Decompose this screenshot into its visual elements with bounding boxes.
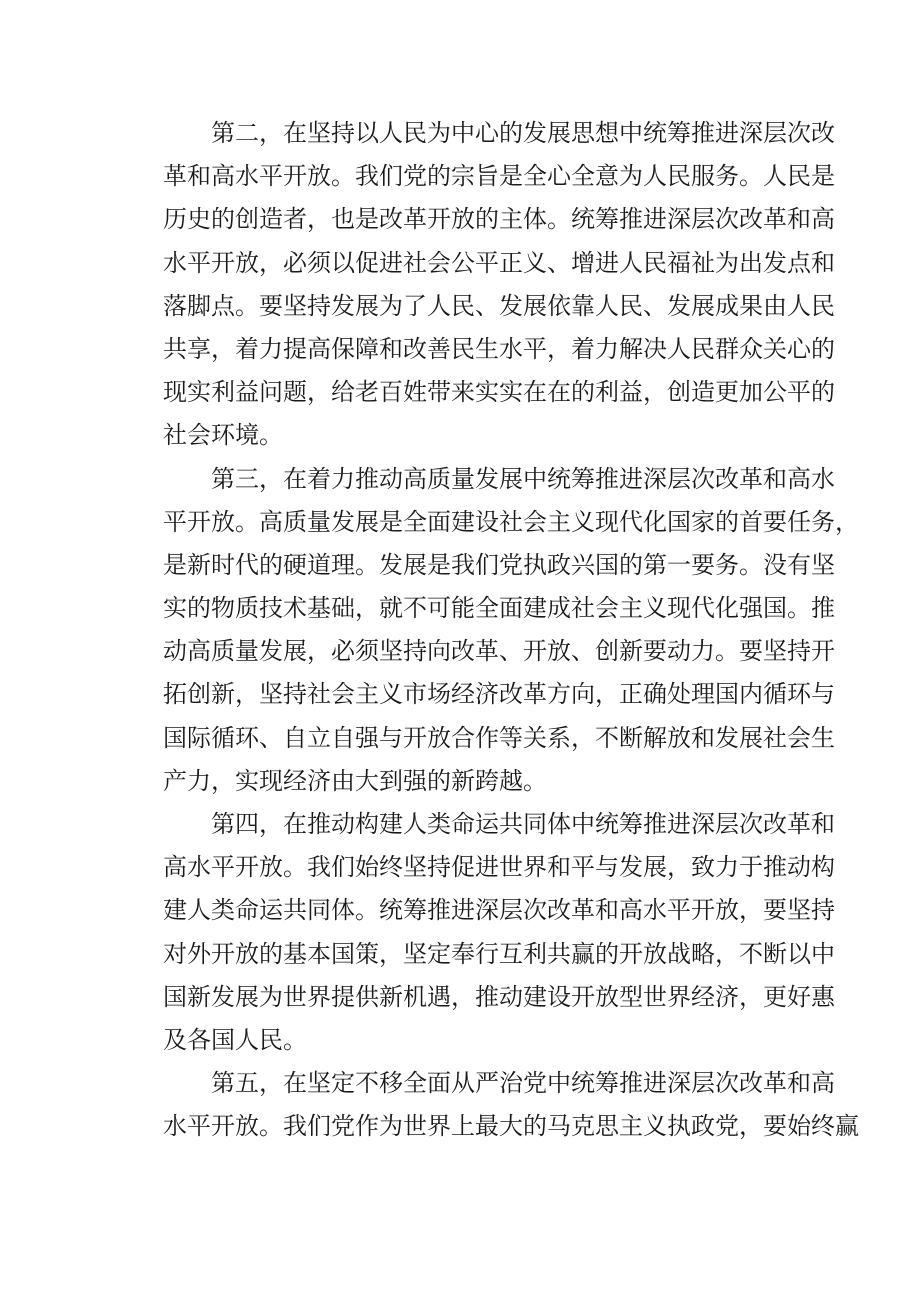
text-line: 平开放。高质量发展是全面建设社会主义现代化国家的首要任务， (163, 507, 859, 536)
text-line: 水平开放，必须以促进社会公平正义、增进人民福祉为出发点和 (163, 248, 835, 277)
text-line: 国新发展为世界提供新机遇，推动建设开放型世界经济，更好惠 (163, 982, 835, 1011)
text-line: 现实利益问题，给老百姓带来实实在在的利益，创造更加公平的 (163, 378, 835, 407)
paragraph-fifth (163, 1062, 859, 1148)
text-line: 及各国人民。 (163, 1025, 307, 1054)
text-line: 是新时代的硬道理。发展是我们党执政兴国的第一要务。没有坚 (163, 550, 835, 579)
text-line: 落脚点。要坚持发展为了人民、发展依靠人民、发展成果由人民 (163, 291, 835, 320)
text-line: 第三，在着力推动高质量发展中统筹推进深层次改革和高水 (163, 464, 835, 493)
paragraph-third (163, 458, 859, 804)
text-line: 对外开放的基本国策，坚定奉行互利共赢的开放战略，不断以中 (163, 939, 835, 968)
document-body (163, 112, 859, 1149)
paragraph-fourth (163, 803, 835, 1062)
text-line: 实的物质技术基础，就不可能全面建成社会主义现代化强国。推 (163, 594, 835, 623)
text-line: 水平开放。我们党作为世界上最大的马克思主义执政党，要始终赢 (163, 1112, 859, 1141)
text-line: 第四，在推动构建人类命运共同体中统筹推进深层次改革和 (163, 810, 835, 838)
text-line: 建人类命运共同体。统筹推进深层次改革和高水平开放，要坚持 (163, 896, 835, 925)
text-line: 社会环境。 (163, 421, 283, 450)
text-line: 高水平开放。我们始终坚持促进世界和平与发展，致力于推动构 (163, 853, 835, 882)
text-line: 历史的创造者，也是改革开放的主体。统筹推进深层次改革和高 (163, 205, 835, 234)
text-line: 国际循环、自立自强与开放合作等关系，不断解放和发展社会生 (163, 723, 835, 752)
text-line: 革和高水平开放。我们党的宗旨是全心全意为人民服务。人民是 (163, 162, 835, 191)
text-line: 动高质量发展，必须坚持向改革、开放、创新要动力。要坚持开 (163, 637, 835, 666)
paragraph-second (163, 112, 835, 458)
text-line: 第二，在坚持以人民为中心的发展思想中统筹推进深层次改 (163, 119, 835, 147)
text-line: 产力，实现经济由大到强的新跨越。 (163, 766, 547, 795)
text-line: 拓创新，坚持社会主义市场经济改革方向，正确处理国内循环与 (163, 680, 835, 709)
text-line: 第五，在坚定不移全面从严治党中统筹推进深层次改革和高 (163, 1069, 835, 1098)
text-line: 共享，着力提高保障和改善民生水平，着力解决人民群众关心的 (163, 334, 835, 363)
